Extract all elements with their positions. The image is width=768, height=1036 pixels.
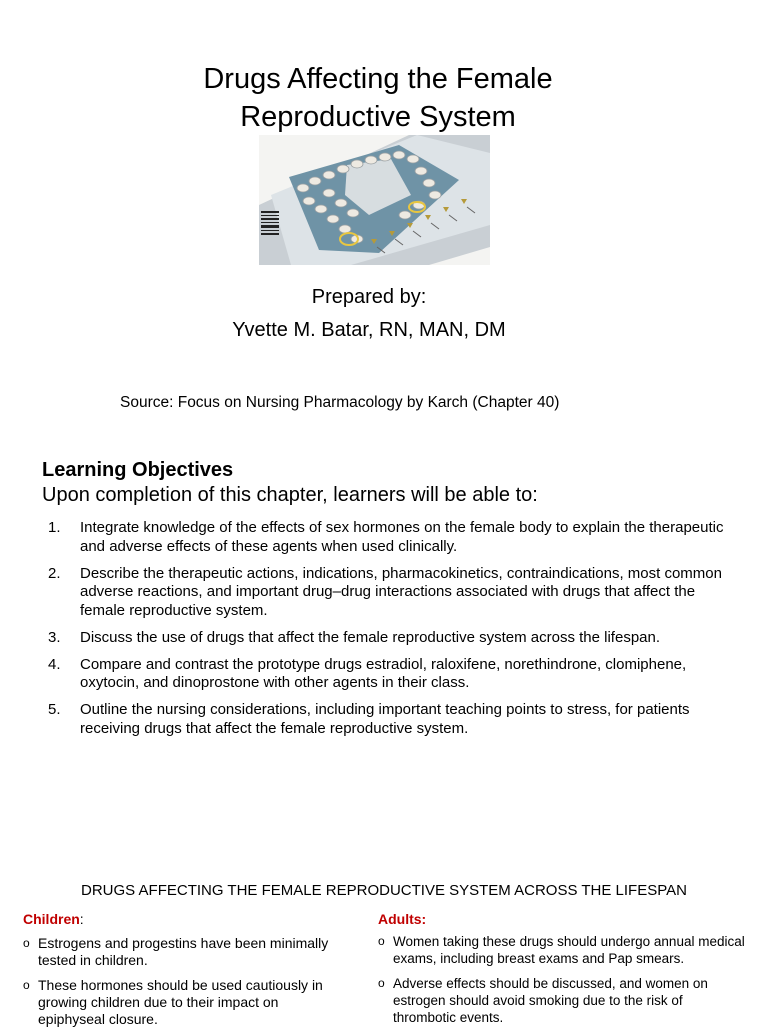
objective-item xyxy=(48,656,728,693)
learning-objectives-heading: Learning Objectives xyxy=(42,459,234,481)
adults-list xyxy=(378,933,748,1026)
bullet-marker: o xyxy=(23,936,30,950)
adults-column xyxy=(378,911,748,1034)
objective-number: 1. xyxy=(48,519,61,536)
list-item xyxy=(378,975,748,1026)
prepared-by-label: Prepared by: xyxy=(311,286,427,308)
objective-text: Compare and contrast the prototype drugs estradiol, raloxifene, norethindrone, clomiphene, oxytocin, and dinoprostone with other agents in their class. xyxy=(80,655,687,691)
list-item xyxy=(378,933,748,967)
title-line-1: Drugs Affecting the Female xyxy=(203,63,553,95)
learning-objectives-list xyxy=(48,519,728,747)
objective-number: 4. xyxy=(48,655,61,673)
list-item-text: Women taking these drugs should undergo annual medical exams, including breast exams and Pap smears. xyxy=(393,934,745,966)
list-item-text: Adverse effects should be discussed, and women on estrogen should avoid smoking due to the risk of thrombotic events. xyxy=(393,976,708,1025)
children-list xyxy=(23,935,348,1028)
list-item xyxy=(23,977,348,1028)
children-column xyxy=(23,911,348,1036)
bullet-marker: o xyxy=(23,978,30,992)
author-name: Yvette M. Batar, RN, MAN, DM xyxy=(232,319,506,341)
objective-item xyxy=(48,701,728,738)
objective-text: Discuss the use of drugs that affect the female reproductive system across the lifespan. xyxy=(80,628,661,646)
children-heading-label: Children xyxy=(23,911,80,927)
page-title xyxy=(0,60,756,136)
objective-text: Integrate knowledge of the effects of sex hormones on the female body to explain the therapeutic and adverse effects of these agents when used clinically. xyxy=(80,519,724,555)
bullet-marker: o xyxy=(378,934,385,948)
objective-item xyxy=(48,519,728,556)
bullet-marker: o xyxy=(378,976,385,990)
list-item-text: Estrogens and progestins have been minimally tested in children. xyxy=(38,935,329,968)
objective-text: Outline the nursing considerations, including important teaching points to stress, for patients receiving drugs that affect the female reproductive system. xyxy=(80,701,690,737)
birth-control-pill-pack-photo xyxy=(259,135,490,265)
adults-heading: Adults: xyxy=(378,911,427,927)
children-heading xyxy=(23,911,348,927)
learning-objectives-subheading: Upon completion of this chapter, learners will be able to: xyxy=(42,484,538,506)
objective-text: Describe the therapeutic actions, indications, pharmacokinetics, contraindications, most common adverse reactions, and important drug–drug interactions associated with drugs that affect the female reproductive system. xyxy=(80,564,722,619)
objective-item xyxy=(48,629,728,648)
title-line-2: Reproductive System xyxy=(240,101,516,133)
children-heading-colon: : xyxy=(79,911,84,927)
lifespan-section-title: DRUGS AFFECTING THE FEMALE REPRODUCTIVE SYSTEM ACROSS THE LIFESPAN xyxy=(81,882,687,899)
objective-number: 2. xyxy=(48,564,61,582)
objective-item xyxy=(48,565,728,621)
source-citation: Source: Focus on Nursing Pharmacology by Karch (Chapter 40) xyxy=(120,394,560,411)
objective-number: 5. xyxy=(48,701,61,718)
objective-number: 3. xyxy=(48,628,61,646)
list-item-text: These hormones should be used cautiously in growing children due to their impact on epiphyseal closure. xyxy=(38,977,323,1027)
list-item xyxy=(23,935,348,969)
